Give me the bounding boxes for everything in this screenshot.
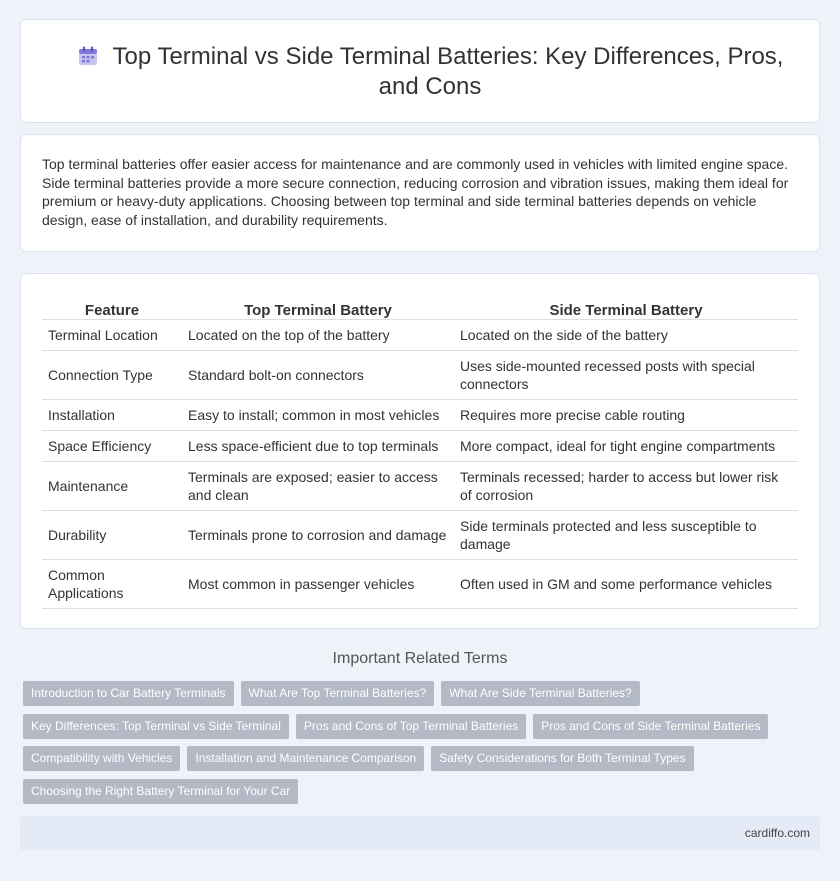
table-cell: Connection Type <box>42 351 182 400</box>
table-cell: Standard bolt-on connectors <box>182 351 454 400</box>
intro-card <box>20 134 820 252</box>
header-side-terminal: Side Terminal Battery <box>454 296 798 320</box>
table-row <box>42 320 798 351</box>
table-cell: Most common in passenger vehicles <box>182 560 454 609</box>
table-cell: Easy to install; common in most vehicles <box>182 400 454 431</box>
intro-paragraph: Top terminal batteries offer easier access for maintenance and are commonly used in vehicles with limited engine space. Side terminal batteries provide a more secure connection, reducing corrosion and vibration issues, making them ideal for premium or heavy-duty applications. Choosing between top terminal and side terminal batteries depends on vehicle design, ease of installation, and durability requirements. <box>42 156 789 228</box>
table-cell: Terminals are exposed; easier to access and clean <box>182 462 454 511</box>
related-term-tag[interactable]: Installation and Maintenance Comparison <box>187 746 424 771</box>
page-title: Top Terminal vs Side Terminal Batteries: Key Differences, Pros, and Cons <box>112 43 784 100</box>
related-term-tag[interactable]: Pros and Cons of Side Terminal Batteries <box>533 714 768 739</box>
footer <box>20 816 820 850</box>
table-cell: Side terminals protected and less susceptible to damage <box>454 511 798 560</box>
table-row <box>42 400 798 431</box>
table-cell: Maintenance <box>42 462 182 511</box>
table-cell: Terminals prone to corrosion and damage <box>182 511 454 560</box>
header-top-terminal: Top Terminal Battery <box>182 296 454 320</box>
table-row <box>42 462 798 511</box>
title-card <box>20 19 820 123</box>
table-row <box>42 511 798 560</box>
table-cell: More compact, ideal for tight engine compartments <box>454 431 798 462</box>
table-cell: Terminals recessed; harder to access but lower risk of corrosion <box>454 462 798 511</box>
table-cell: Installation <box>42 400 182 431</box>
comparison-table <box>42 296 798 609</box>
related-terms-heading: Important Related Terms <box>332 650 508 667</box>
table-row <box>42 351 798 400</box>
table-header-row <box>42 296 798 320</box>
related-term-tag[interactable]: Introduction to Car Battery Terminals <box>23 681 234 706</box>
table-cell: Located on the top of the battery <box>182 320 454 351</box>
related-term-tag[interactable]: What Are Top Terminal Batteries? <box>241 681 435 706</box>
related-terms-tags <box>23 681 823 811</box>
table-cell: Terminal Location <box>42 320 182 351</box>
table-cell: Uses side-mounted recessed posts with special connectors <box>454 351 798 400</box>
related-term-tag[interactable]: What Are Side Terminal Batteries? <box>441 681 640 706</box>
table-row <box>42 560 798 609</box>
calendar-icon <box>77 45 99 67</box>
related-term-tag[interactable]: Choosing the Right Battery Terminal for Your Car <box>23 779 298 804</box>
table-cell: Durability <box>42 511 182 560</box>
related-term-tag[interactable]: Safety Considerations for Both Terminal Types <box>431 746 693 771</box>
related-term-tag[interactable]: Key Differences: Top Terminal vs Side Terminal <box>23 714 289 739</box>
table-cell: Less space-efficient due to top terminals <box>182 431 454 462</box>
table-cell: Located on the side of the battery <box>454 320 798 351</box>
table-cell: Often used in GM and some performance vehicles <box>454 560 798 609</box>
table-cell: Requires more precise cable routing <box>454 400 798 431</box>
related-term-tag[interactable]: Pros and Cons of Top Terminal Batteries <box>296 714 526 739</box>
header-feature: Feature <box>42 296 182 320</box>
comparison-table-card <box>20 273 820 629</box>
footer-site-link[interactable]: cardiffo.com <box>744 826 810 840</box>
table-cell: Common Applications <box>42 560 182 609</box>
table-row <box>42 431 798 462</box>
page-title-wrap <box>71 42 789 102</box>
related-term-tag[interactable]: Compatibility with Vehicles <box>23 746 180 771</box>
table-cell: Space Efficiency <box>42 431 182 462</box>
